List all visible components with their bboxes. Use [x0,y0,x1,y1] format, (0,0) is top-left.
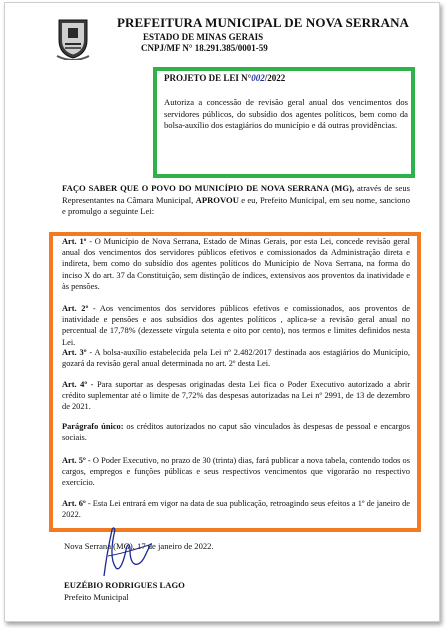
municipal-seal-icon [56,16,90,60]
article-label: Art. 1º [62,237,87,246]
article-6 [62,498,410,520]
article-label: Art. 3º [62,348,87,357]
article-text: - O Poder Executivo, no prazo de 30 (trinta) dias, fará publicar a nova tabela, contendo todos os cargos, empregos e funções públicas e seus respectivos vencimentos que vigorarão no respectivo exercício. [62,456,410,488]
article-text: - Esta Lei entrará em vigor na data de sua publicação, retroagindo seus efeitos a 1º de janeiro de 2022. [62,499,410,520]
article-text: os créditos autorizados no caput são vinculados às despesas de pessoal e encargos sociais. [62,422,410,443]
article-label: Art. 2º [62,304,89,313]
date-place-line: Nova Serrana (MG), 17 de janeiro de 2022. [64,541,214,551]
bill-title-suffix: /2022 [264,73,286,83]
sole-paragraph [62,421,410,443]
article-label: Parágrafo único: [62,422,124,431]
article-4 [62,379,410,413]
article-label: Art. 5º [62,456,86,465]
article-label: Art. 6º [62,499,86,508]
enactment-clause-end: e eu, Prefeito Municipal, em seu nome, sanciono e promulgo a seguinte Lei: [62,194,410,217]
signer-role: Prefeito Municipal [64,592,129,602]
article-text: - A bolsa-auxílio estabelecida pela Lei nº 2.482/2017 destinada aos estagiários do Município, gozará da revisão geral anual determinada no art. 2º desta Lei. [62,348,410,369]
handwritten-signature-icon [86,520,176,580]
article-2 [62,303,410,348]
cnpj-line: CNPJ/MF N° 18.291.385/0001-59 [141,43,268,53]
article-1 [62,236,410,292]
enactment-clause-lead: FAÇO SABER QUE O POVO DO MUNICÍPIO DE NOVA SERRANA (MG), [62,183,355,193]
enactment-clause-approved: APROVOU [195,194,239,205]
bill-ementa: Autoriza a concessão de revisão geral anual dos vencimentos dos servidores públicos, do subsídio dos agentes políticos, bem como da bolsa-auxílio dos estagiários do município e dá outras providências. [164,97,408,131]
article-text: - Aos vencimentos dos servidores públicos efetivos e comissionados, aos proventos de inatividade e pensões e aos subsídios dos agentes políticos , aplica-se a revisão geral anual no percentual de 17,78% (dezessete vírgula setenta e oito por cento), nos termos e limites definidos nesta Lei. [62,304,410,347]
article-3 [62,347,410,369]
article-5 [62,455,410,489]
state-subtitle: ESTADO DE MINAS GERAIS [143,32,264,42]
enactment-clause [62,183,410,218]
enactment-clause-part: através de seus Representantes na Câmara Municipal, [62,183,410,205]
bill-title [164,73,285,83]
bill-title-prefix: PROJETO DE LEI N° [164,73,252,83]
article-text: - Para suportar as despesas originadas desta Lei fica o Poder Executivo autorizado a abrir crédito suplementar até o limite de 7,72% das despesas autorizadas na Lei nº 2991, de 13 de dezembro de 2021. [62,380,410,412]
municipality-title: PREFEITURA MUNICIPAL DE NOVA SERRANA [117,15,410,30]
signer-name: EUZÉBIO RODRIGUES LAGO [64,580,185,590]
bill-number: 002 [251,73,265,83]
article-text: - O Município de Nova Serrana, Estado de Minas Gerais, por esta Lei, concede revisão geral anual dos vencimentos dos servidores públicos efetivos e comissionados da Administração direta e indireta, bem como do subsídio dos agentes políticos do Município de Nova Serrana, na forma do inciso X do art. 37 da Constituição, sem distinção de índices, extensivos aos proventos da inatividade e às pensões. [62,237,410,291]
article-label: Art. 4º [62,380,88,389]
